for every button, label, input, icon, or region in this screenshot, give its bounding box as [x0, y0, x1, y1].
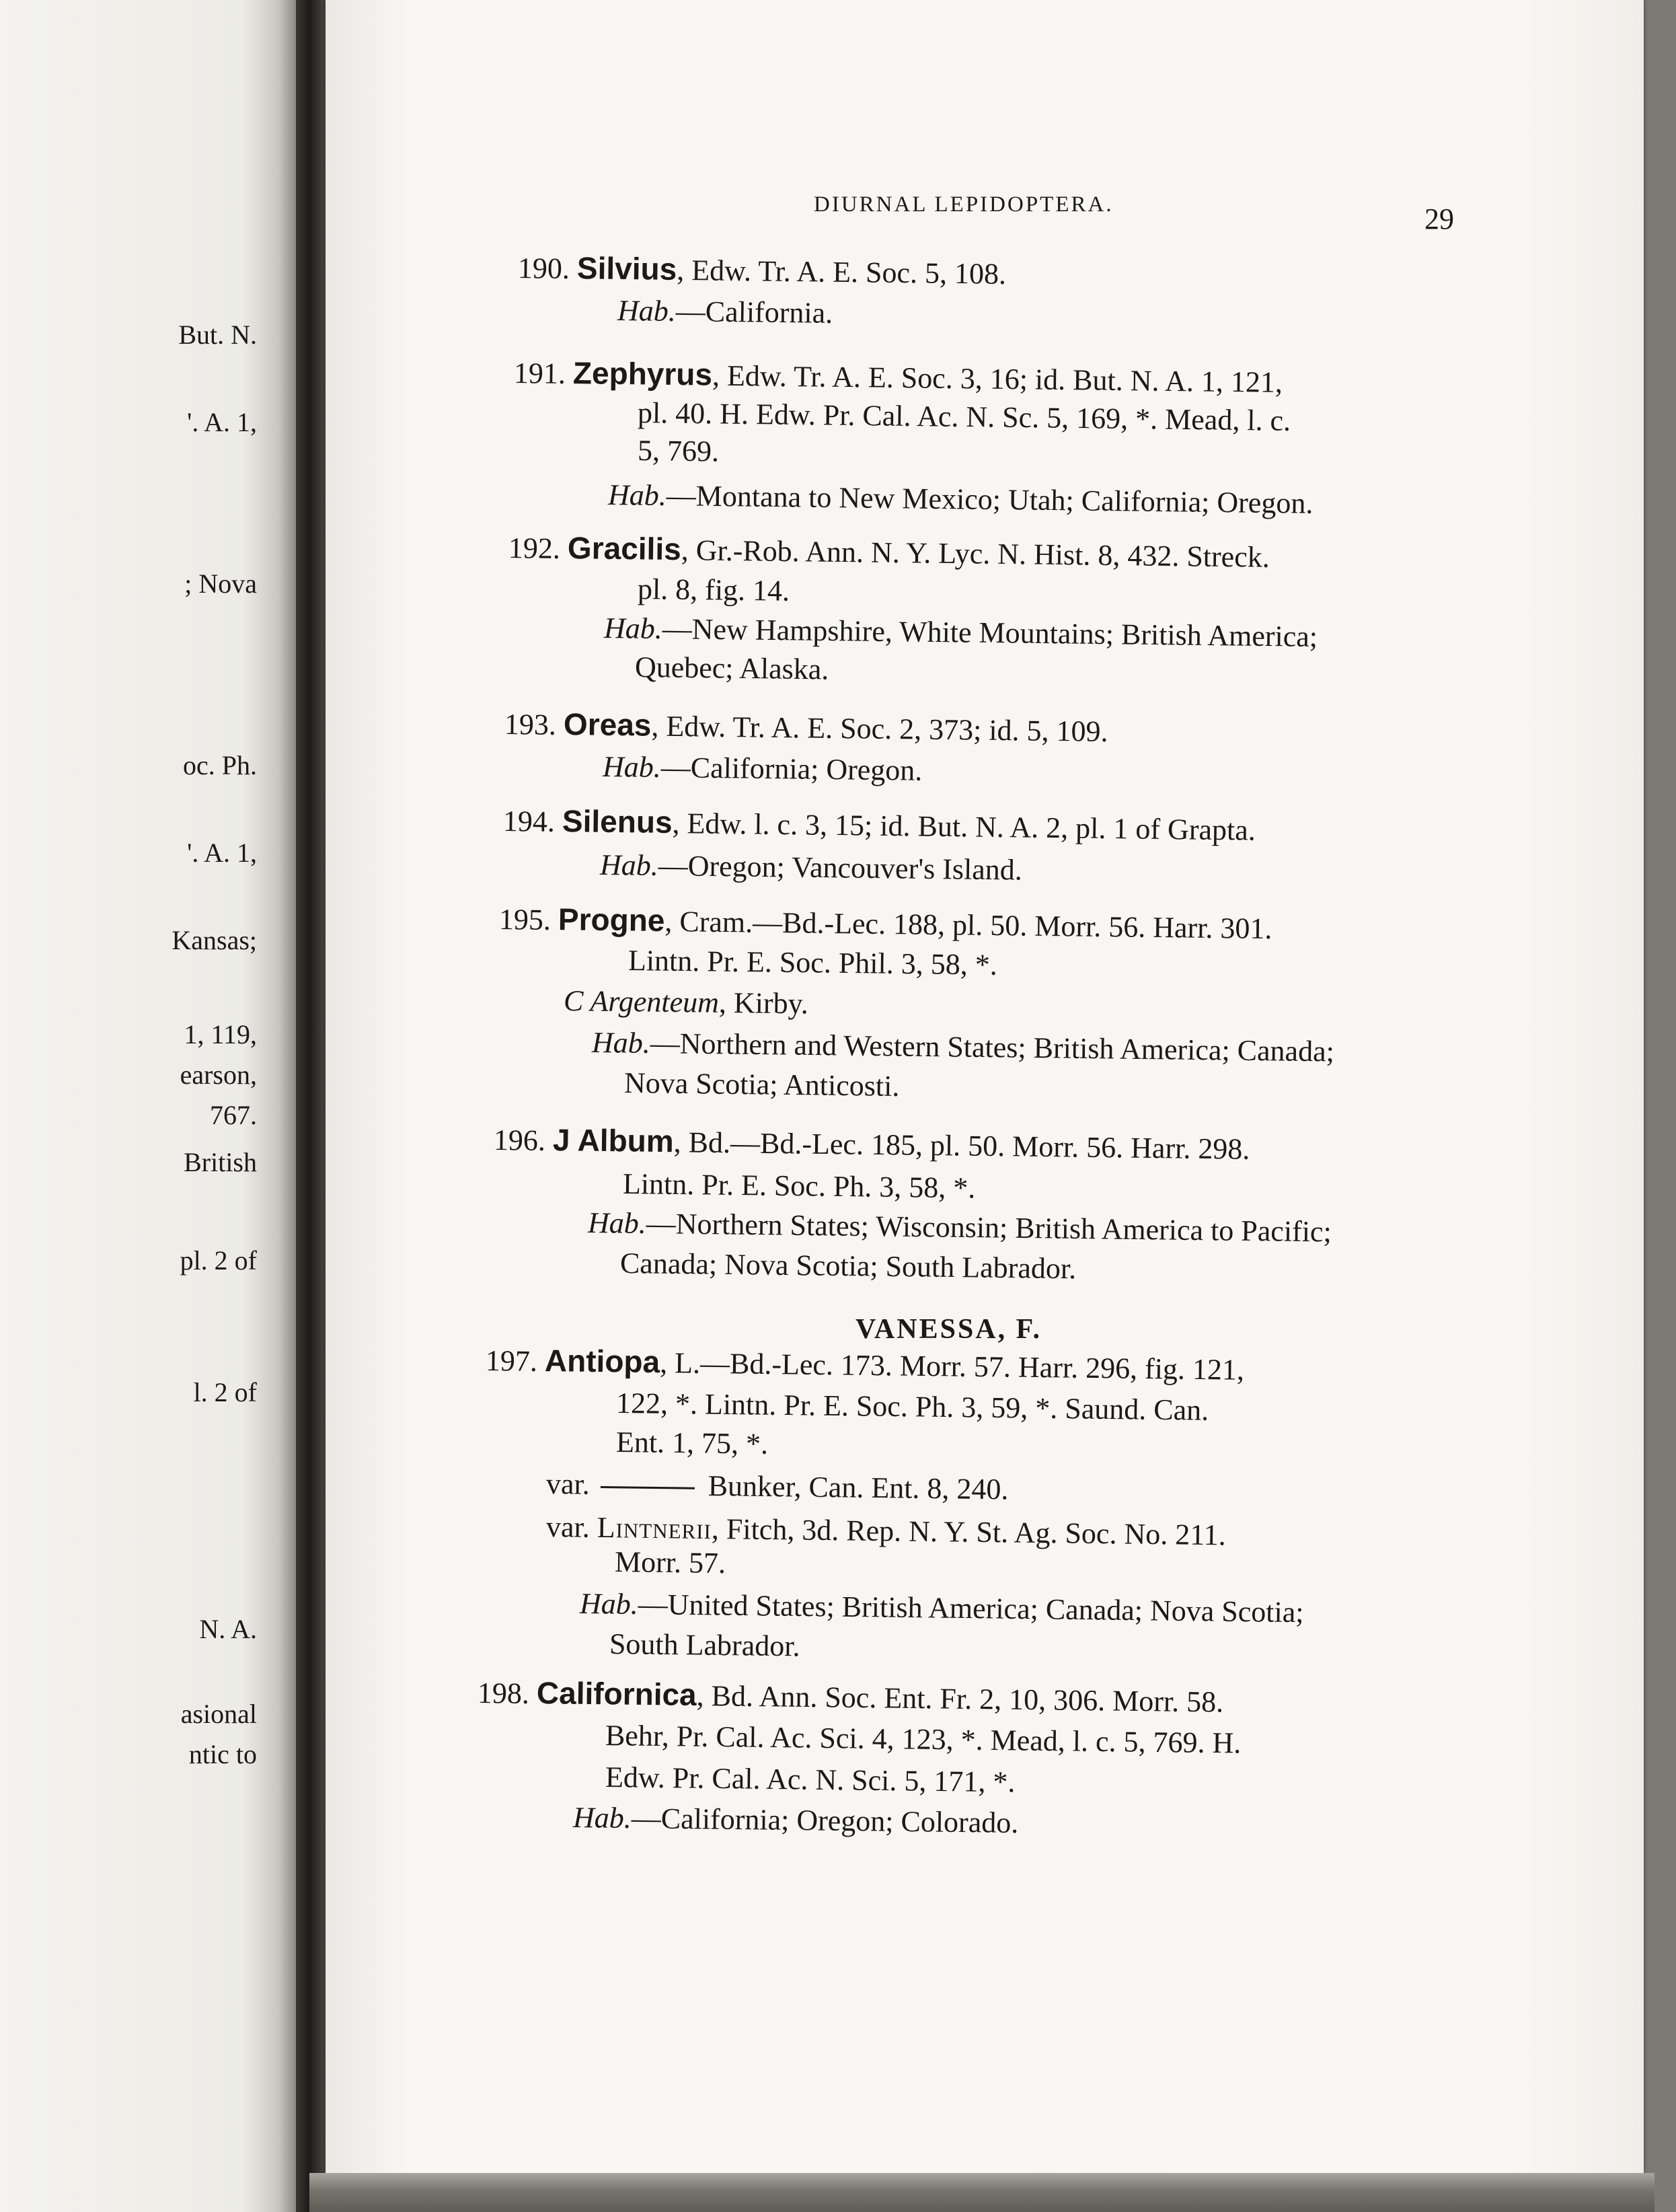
right-page — [326, 0, 1644, 2173]
page-bottom-edge — [309, 2173, 1654, 2212]
entry-193-line — [504, 708, 1108, 747]
habitat-label: Hab. — [587, 1206, 647, 1241]
entry-text: , Bd. Ann. Soc. Ent. Fr. 2, 10, 306. Morr. 58. — [696, 1679, 1224, 1719]
entry-number: 190. — [517, 252, 570, 285]
variety-text: , Fitch, 3d. Rep. N. Y. St. Ag. Soc. No. 211. — [711, 1512, 1226, 1552]
entry-number: 197. — [485, 1344, 538, 1378]
entry-198-line: Edw. Pr. Cal. Ac. N. Sci. 5, 171, *. — [605, 1761, 1016, 1799]
habitat-text: —United States; British America; Canada; Nova Scotia; — [638, 1588, 1304, 1629]
entry-text: , Bd.—Bd.-Lec. 185, pl. 50. Morr. 56. Harr. 298. — [673, 1126, 1250, 1166]
entry-190-habitat — [617, 296, 833, 328]
entry-192-line: pl. 8, fig. 14. — [637, 573, 790, 607]
left-page-fragment: Kansas; — [172, 925, 257, 955]
species-name: Zephyrus — [572, 355, 713, 392]
habitat-text: —Northern and Western States; British America; Canada; — [650, 1027, 1335, 1068]
species-name: Gracilis — [567, 530, 682, 567]
left-page-fragment: N. A. — [199, 1614, 257, 1644]
entry-193-habitat — [603, 752, 923, 786]
species-name: J Album — [552, 1122, 675, 1159]
habitat-label: Hab. — [579, 1587, 639, 1621]
habitat-label: Hab. — [617, 294, 677, 328]
entry-197-variety: Morr. 57. — [614, 1545, 726, 1580]
species-name: Oreas — [563, 706, 652, 743]
variety-label: var. — [545, 1510, 591, 1544]
left-page — [0, 0, 296, 2212]
entry-text: , Edw. Tr. A. E. Soc. 2, 373; id. 5, 109. — [651, 709, 1108, 748]
entry-number: 193. — [504, 708, 557, 741]
entry-197-habitat: South Labrador. — [609, 1627, 800, 1663]
entry-text: , Gr.-Rob. Ann. N. Y. Lyc. N. Hist. 8, 432. Streck. — [681, 533, 1270, 574]
species-name: Californica — [536, 1675, 697, 1712]
left-page-fragment: But. N. — [178, 320, 257, 350]
left-page-fragment: pl. 2 of — [180, 1245, 257, 1276]
variety-name: Lintnerii — [597, 1510, 712, 1546]
species-name: Progne — [558, 901, 665, 938]
entry-number: 195. — [498, 903, 551, 936]
habitat-text: —New Hampshire, White Mountains; British America; — [662, 612, 1318, 653]
habitat-text: —Montana to New Mexico; Utah; California; Oregon. — [666, 479, 1313, 520]
species-name: Silvius — [576, 250, 677, 287]
running-head: DIURNAL LEPIDOPTERA. — [814, 192, 1114, 217]
entry-191-line: 5, 769. — [637, 434, 720, 468]
left-page-fragment: asional — [180, 1699, 257, 1729]
habitat-label: Hab. — [591, 1026, 651, 1060]
habitat-text: —Oregon; Vancouver's Island. — [658, 849, 1023, 887]
left-page-fragment: earson, — [180, 1060, 257, 1090]
variety-text: Bunker, Can. Ent. 8, 240. — [708, 1469, 1009, 1506]
habitat-label: Hab. — [572, 1801, 632, 1835]
left-page-fragment: l. 2 of — [193, 1377, 257, 1407]
entry-196-habitat: Canada; Nova Scotia; South Labrador. — [619, 1247, 1077, 1286]
left-page-fragment: oc. Ph. — [183, 750, 257, 780]
entry-190-line — [518, 252, 1007, 289]
entry-197-variety — [546, 1469, 1009, 1504]
entry-198-habitat — [573, 1803, 1019, 1838]
habitat-text: —California; Oregon; Colorado. — [631, 1802, 1019, 1840]
entry-text: , Edw. Tr. A. E. Soc. 5, 108. — [676, 253, 1007, 291]
habitat-text: —California. — [675, 295, 833, 330]
entry-text: , Cram.—Bd.-Lec. 188, pl. 50. Morr. 56. Harr. 301. — [664, 905, 1272, 946]
variety-dash — [601, 1486, 695, 1489]
entry-191-line: pl. 40. H. Edw. Pr. Cal. Ac. N. Sc. 5, 169, *. Mead, l. c. — [637, 396, 1291, 437]
entry-text: , Edw. Tr. A. E. Soc. 3, 16; id. But. N. A. 1, 121, — [712, 359, 1283, 399]
entry-number: 198. — [477, 1676, 530, 1710]
entry-text: , Edw. l. c. 3, 15; id. But. N. A. 2, pl. 1 of Grapta. — [672, 807, 1256, 847]
species-name: Antiopa — [544, 1343, 660, 1380]
entry-196-line: Lintn. Pr. E. Soc. Ph. 3, 58, *. — [622, 1167, 976, 1205]
entry-192-habitat: Quebec; Alaska. — [634, 651, 829, 686]
left-page-fragment: British — [184, 1147, 257, 1177]
habitat-label: Hab. — [599, 848, 659, 883]
left-page-fragment: ; Nova — [184, 568, 257, 599]
entry-197-line: 122, *. Lintn. Pr. E. Soc. Ph. 3, 59, *. Saund. Can. — [615, 1387, 1209, 1427]
entry-number: 194. — [502, 805, 556, 838]
variety-label: var. — [545, 1467, 591, 1501]
left-page-fragment: 767. — [210, 1100, 257, 1130]
entry-197-line: Ent. 1, 75, *. — [615, 1426, 769, 1461]
habitat-label: Hab. — [602, 750, 662, 784]
entry-text: , L.—Bd.-Lec. 173. Morr. 57. Harr. 296, fig. 121, — [659, 1346, 1245, 1387]
left-page-fragment: '. A. 1, — [187, 407, 257, 437]
habitat-text: —Northern States; Wisconsin; British America to Pacific; — [646, 1207, 1332, 1249]
entry-number: 191. — [513, 357, 566, 390]
habitat-label: Hab. — [607, 478, 667, 513]
page-number: 29 — [1424, 202, 1454, 235]
entry-195-habitat: Nova Scotia; Anticosti. — [623, 1066, 900, 1103]
species-name: Silenus — [562, 803, 673, 840]
entry-195-line: Lintn. Pr. E. Soc. Phil. 3, 58, *. — [627, 944, 998, 982]
entry-195-synonym — [564, 986, 808, 1019]
genus-heading: VANESSA, F. — [855, 1314, 1042, 1345]
entry-194-habitat — [600, 850, 1022, 885]
book-gutter — [296, 0, 326, 2212]
synonym-author: , Kirby. — [718, 986, 809, 1021]
entry-number: 196. — [493, 1123, 546, 1157]
habitat-text: —California; Oregon. — [660, 751, 923, 787]
left-page-fragment: ntic to — [188, 1739, 257, 1769]
left-page-fragment: '. A. 1, — [187, 838, 257, 868]
left-page-fragment: 1, 119, — [184, 1019, 257, 1049]
habitat-label: Hab. — [603, 612, 663, 646]
entry-number: 192. — [508, 531, 561, 565]
synonym-name: C Argenteum — [563, 984, 720, 1019]
entry-198-line: Behr, Pr. Cal. Ac. Sci. 4, 123, *. Mead, l. c. 5, 769. H. — [605, 1719, 1242, 1760]
